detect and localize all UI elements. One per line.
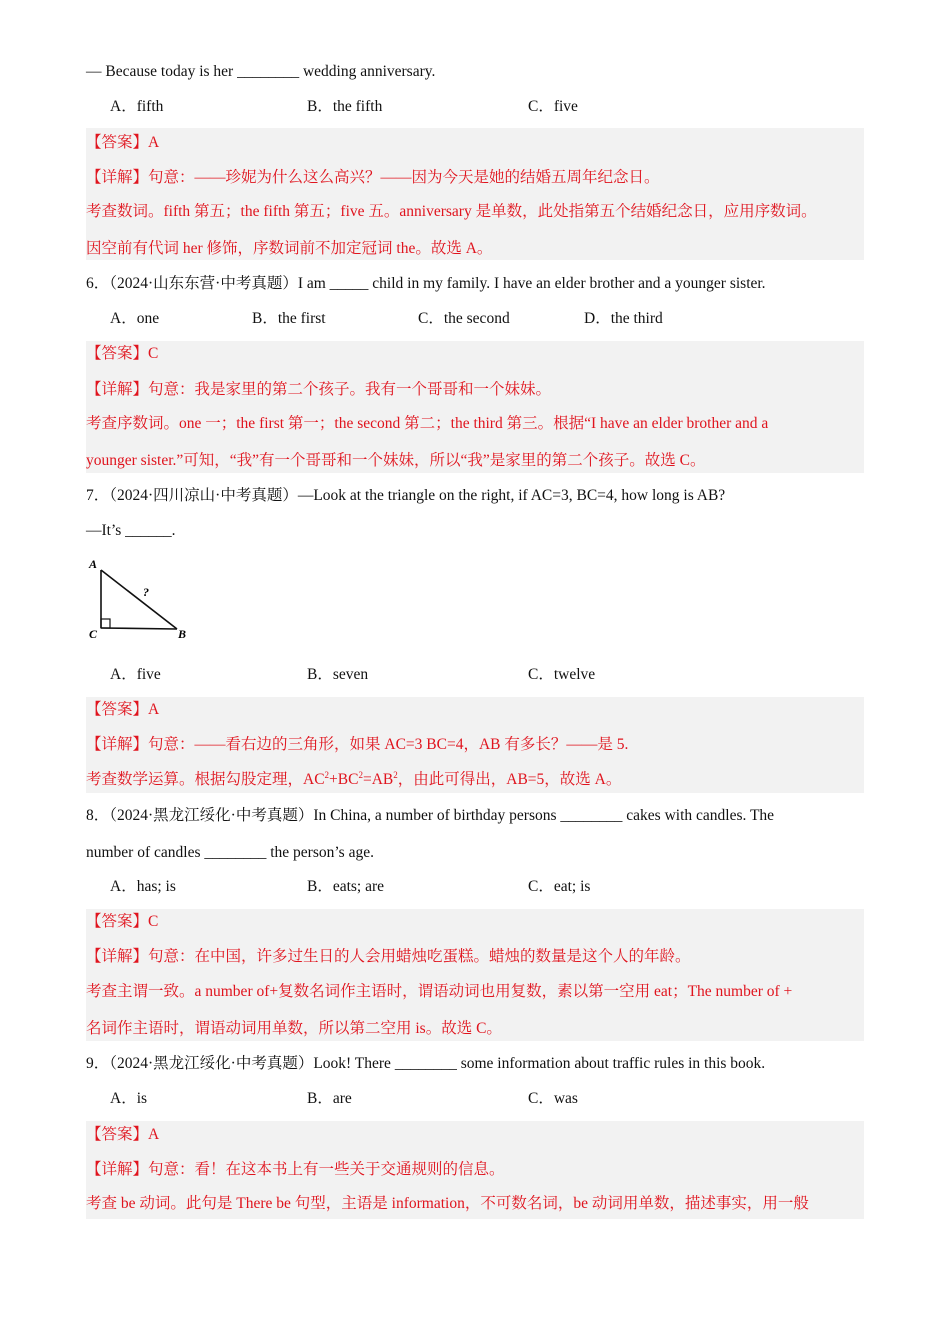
q5-detail: 【详解】句意：——珍妮为什么这么高兴？——因为今天是她的结婚五周年纪念日。 (86, 169, 660, 186)
q6-explain-2: younger sister.”可知，“我”有一个哥哥和一个妹妹，所以“我”是家里的第二个孩子。故选 C。 (86, 452, 706, 469)
q9-detail: 【详解】句意：看！在这本书上有一些关于交通规则的信息。 (86, 1161, 505, 1178)
vertex-label-a: A (89, 557, 98, 571)
q8-option-c: C．eat; is (528, 878, 591, 895)
q7-stem: 7．（2024·四川凉山·中考真题）—Look at the triangle on the right, if AC=3, BC=4, how long is AB? (86, 487, 726, 504)
q9-options (86, 1089, 864, 1109)
triangle-figure (86, 554, 196, 644)
q6-option-c: C．the second (418, 310, 510, 327)
q7-option-c: C．twelve (528, 666, 596, 683)
vertex-label-b: B (178, 627, 187, 641)
q6-explain-1: 考查序数词。one 一；the first 第一；the second 第二；the third 第三。根据“I have an elder brother and a (86, 415, 769, 432)
triangle-side-bc (101, 628, 177, 629)
q9-explain-1: 考查 be 动词。此句是 There be 句型，主语是 information，不可数名词，be 动词用单数，描述事实，用一般 (86, 1195, 809, 1212)
q9-stem: 9．（2024·黑龙江绥化·中考真题）Look! There ________ some information about traffic rules in this book. (86, 1055, 766, 1072)
q8-answer: 【答案】C (86, 913, 159, 930)
q8-detail: 【详解】句意：在中国，许多过生日的人会用蜡烛吃蛋糕。蜡烛的数量是这个人的年龄。 (86, 948, 691, 965)
q6-option-d: D．the third (584, 310, 663, 327)
q7-answer: 【答案】A (86, 701, 160, 718)
q5-answer-box (86, 128, 864, 260)
q5-option-b: B．the fifth (307, 98, 383, 115)
q9-option-c: C．was (528, 1090, 578, 1107)
q7-explain-mid-1: +BC (329, 771, 359, 788)
q8-answer-box (86, 909, 864, 1041)
q6-answer-box (86, 341, 864, 473)
triangle-side-ab (101, 570, 177, 629)
q6-detail: 【详解】句意：我是家里的第二个孩子。我有一个哥哥和一个妹妹。 (86, 381, 552, 398)
q8-options (86, 877, 864, 897)
q6-option-b: B．the first (252, 310, 326, 327)
q9-answer: 【答案】A (86, 1126, 160, 1143)
q5-options (86, 97, 864, 117)
q6-option-a: A．one (110, 310, 160, 327)
q5-answer: 【答案】A (86, 134, 160, 151)
q5-option-c: C．five (528, 98, 578, 115)
q7-explain (86, 770, 621, 790)
q6-options (86, 309, 864, 329)
q7-options (86, 665, 864, 685)
q7-option-b: B．seven (307, 666, 369, 683)
q9-option-b: B．are (307, 1090, 352, 1107)
q7-answer-box (86, 697, 864, 793)
q8-stem-2: number of candles ________ the person’s age. (86, 844, 374, 861)
q8-explain-2: 名词作主语时，谓语动词用单数，所以第二空用 is。故选 C。 (86, 1020, 502, 1037)
q5-option-a: A．fifth (110, 98, 164, 115)
q9-answer-box (86, 1121, 864, 1219)
q8-option-a: A．has; is (110, 878, 176, 895)
q5-stem: — Because today is her ________ wedding anniversary. (86, 63, 436, 80)
side-label-unknown: ? (143, 585, 149, 599)
q5-explain-2: 因空前有代词 her 修饰，序数词前不加定冠词 the。故选 A。 (86, 240, 493, 257)
q7-detail: 【详解】句意：——看右边的三角形，如果 AC=3 BC=4，AB 有多长？——是 5. (86, 736, 629, 753)
q7-explain-pre: 考查数学运算。根据勾股定理，AC (86, 771, 325, 788)
q8-stem: 8．（2024·黑龙江绥化·中考真题）In China, a number of birthday persons ________ cakes with candles. The (86, 807, 775, 824)
q7-option-a: A．five (110, 666, 161, 683)
q7-sup-2: 2 (358, 770, 363, 780)
right-angle-mark (101, 619, 110, 628)
q6-stem: 6．（2024·山东东营·中考真题）I am _____ child in my family. I have an elder brother and a younger sister. (86, 275, 766, 292)
q9-option-a: A．is (110, 1090, 148, 1107)
q7-sup-3: 2 (393, 770, 398, 780)
q6-answer: 【答案】C (86, 345, 159, 362)
q8-explain-1: 考查主谓一致。a number of+复数名词作主语时，谓语动词也用复数，素以第一空用 eat；The number of + (86, 983, 793, 1000)
q8-option-b: B．eats; are (307, 878, 385, 895)
q7-explain-post: ，由此可得出，AB=5，故选 A。 (397, 771, 622, 788)
q5-explain-1: 考查数词。fifth 第五；the fifth 第五；five 五。anniversary 是单数，此处指第五个结婚纪念日，应用序数词。 (86, 203, 817, 220)
q7-stem-2: —It’s ______. (86, 522, 176, 539)
q7-sup-1: 2 (324, 770, 330, 780)
vertex-label-c: C (89, 627, 98, 641)
q7-explain-mid-2: =AB (362, 771, 394, 788)
